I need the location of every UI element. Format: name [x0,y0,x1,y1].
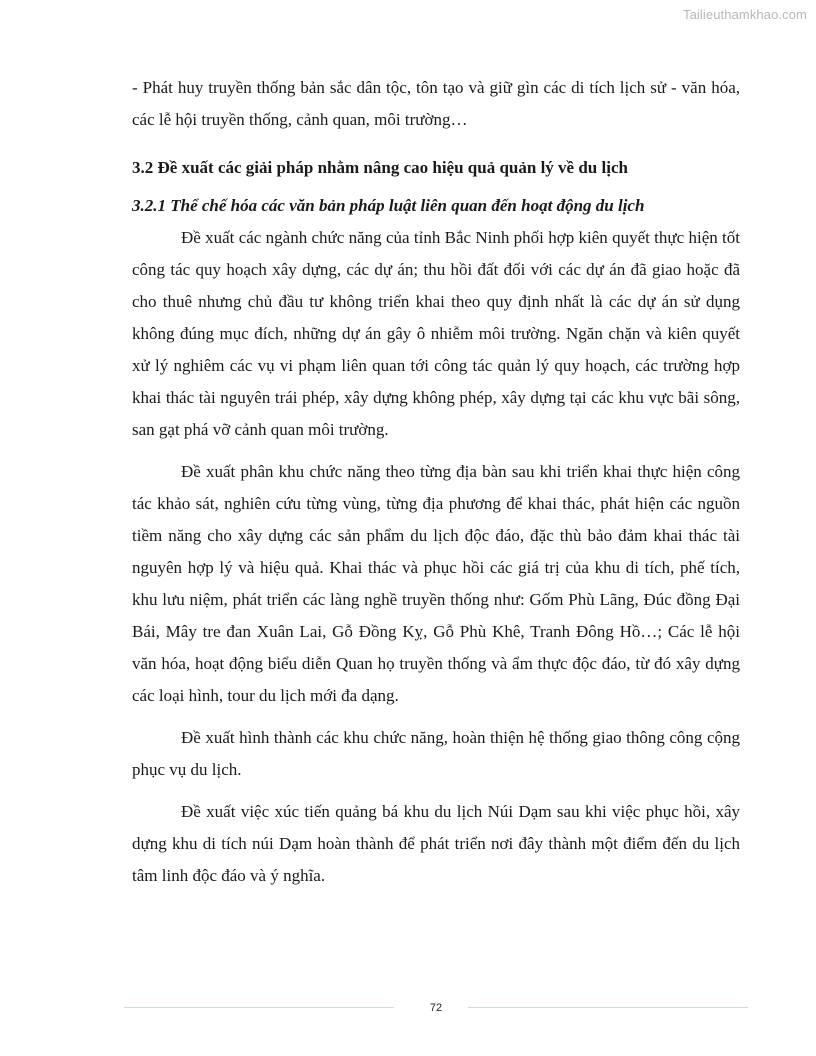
subsection-heading: 3.2.1 Thể chế hóa các văn bản pháp luật liên quan đến hoạt động du lịch [132,196,645,215]
section-heading: 3.2 Đề xuất các giải pháp nhằm nâng cao hiệu quả quản lý về du lịch [132,158,628,177]
paragraph-3: Đề xuất hình thành các khu chức năng, hoàn thiện hệ thống giao thông công cộng phục vụ du lịch. [132,728,740,779]
page-footer [124,1000,748,1016]
watermark: Tailieuthamkhao.com [682,7,807,22]
intro-paragraph: - Phát huy truyền thống bản sắc dân tộc, tôn tạo và giữ gìn các di tích lịch sử - văn hóa, các lễ hội truyền thống, cảnh quan, môi trường… [132,78,740,129]
footer-divider-right [468,1007,748,1008]
paragraph-1: Đề xuất các ngành chức năng của tỉnh Bắc Ninh phối hợp kiên quyết thực hiện tốt công tác quy hoạch xây dựng, các dự án; thu hồi đất đối với các dự án đã giao hoặc đã cho thuê nhưng chủ đầu tư không triển khai theo quy định nhất là các dự án sử dụng không đúng mục đích, những dự án gây ô nhiễm môi trường. Ngăn chặn và kiên quyết xử lý nghiêm các vụ vi phạm liên quan tới công tác quản lý quy hoạch, các trường hợp khai thác tài nguyên trái phép, xây dựng không phép, xây dựng tại các khu vực bãi sông, san gạt phá vỡ cảnh quan môi trường. [132,228,740,439]
page-number: 72 [429,1002,443,1014]
document-body [132,72,740,892]
paragraph-2: Đề xuất phân khu chức năng theo từng địa bàn sau khi triển khai thực hiện công tác khảo sát, nghiên cứu từng vùng, từng địa phương để khai thác, phát hiện các nguồn tiềm năng cho xây dựng các sản phẩm du lịch độc đáo, đặc thù bảo đảm khai thác tài nguyên hợp lý và hiệu quả. Khai thác và phục hồi các giá trị của khu di tích, phế tích, khu lưu niệm, phát triển các làng nghề truyền thống như: Gốm Phù Lãng, Đúc đồng Đại Bái, Mây tre đan Xuân Lai, Gỗ Đồng Kỵ, Gỗ Phù Khê, Tranh Đông Hồ…; Các lễ hội văn hóa, hoạt động biểu diễn Quan họ truyền thống và ẩm thực độc đáo, từ đó xây dựng các loại hình, tour du lịch mới đa dạng. [132,462,740,705]
paragraph-4: Đề xuất việc xúc tiến quảng bá khu du lịch Núi Dạm sau khi việc phục hồi, xây dựng khu di tích núi Dạm hoàn thành để phát triển nơi đây thành một điểm đến du lịch tâm linh độc đáo và ý nghĩa. [132,802,740,885]
